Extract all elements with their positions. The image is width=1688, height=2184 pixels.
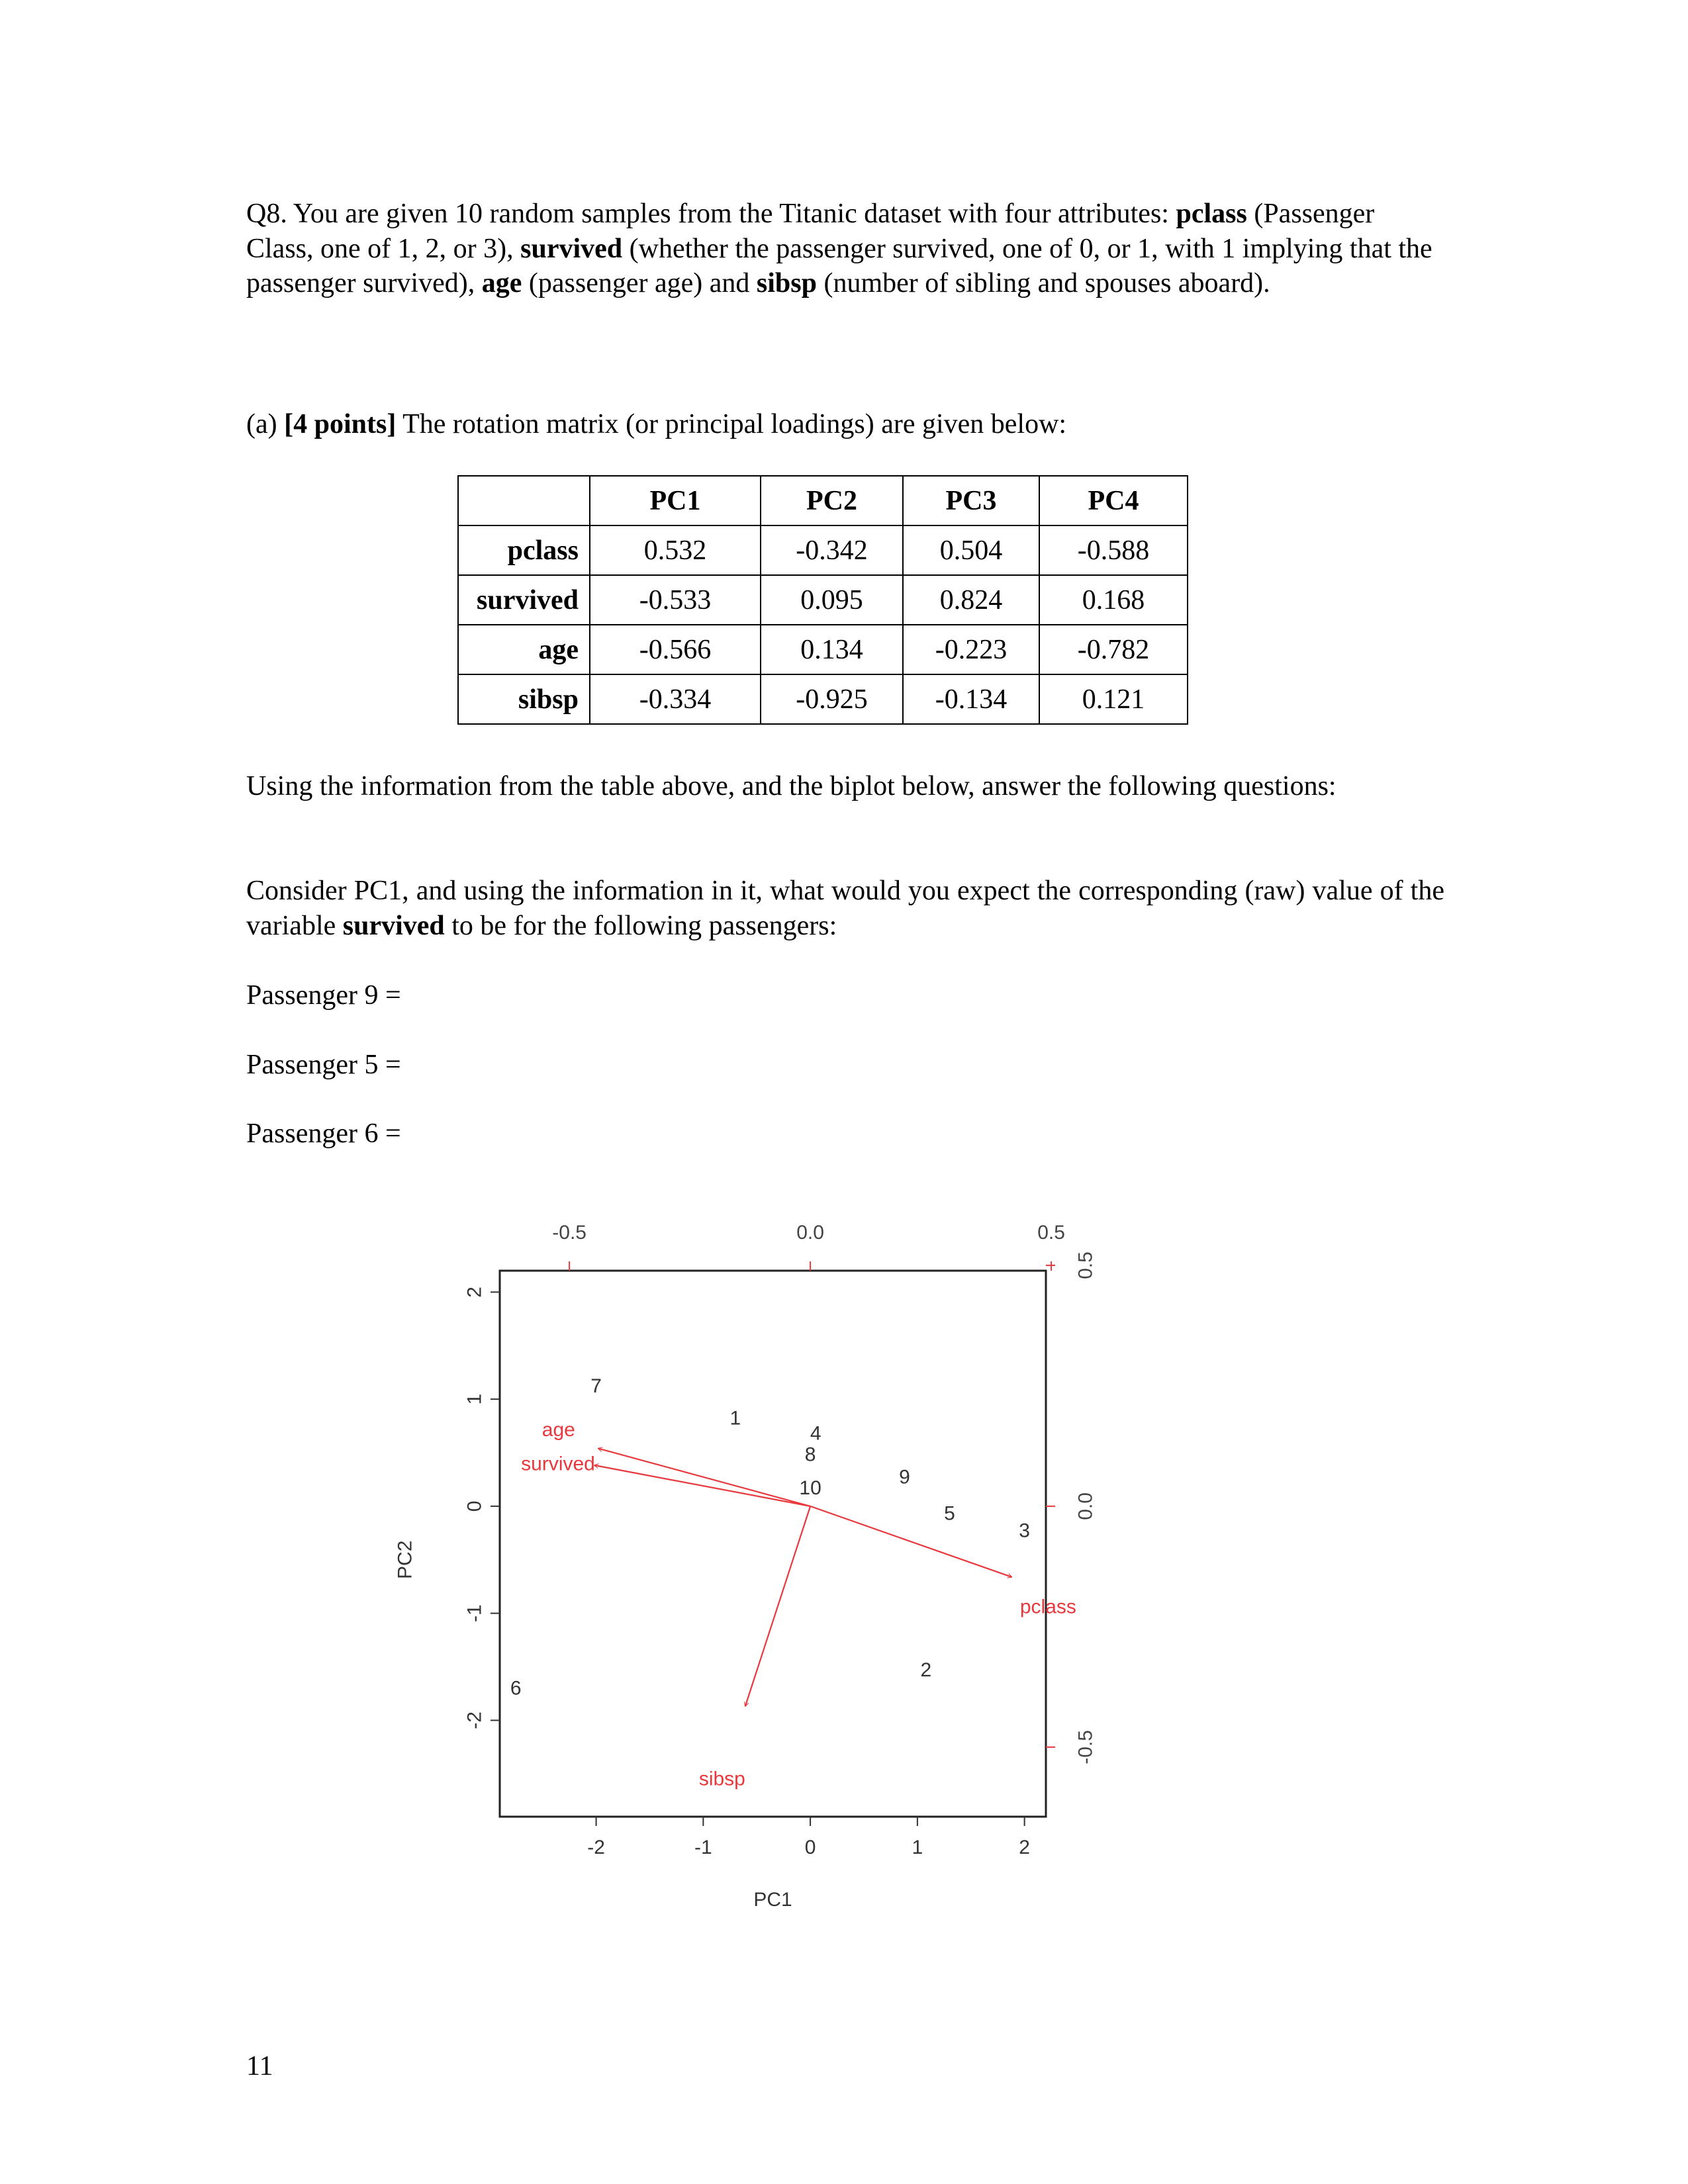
right-tick-label: 0.0 [1074,1492,1097,1520]
top-tick-label: 0.5 [1037,1222,1065,1244]
right-tick-label: -0.5 [1074,1730,1097,1764]
x-tick-label: -1 [694,1837,712,1858]
loading-label-age: age [541,1419,575,1441]
point-3: 3 [1019,1520,1030,1542]
table-row [458,575,1188,625]
table-header-row [458,476,1188,525]
table-cell: -0.588 [1039,525,1188,575]
consider-question-text: Consider PC1, and using the information in it, what would you expect the corresponding (raw) value of the variable survived to be for the following passengers: [246,876,1444,941]
loading-arrow-survived [594,1465,810,1506]
loading-arrow-pclass [810,1506,1011,1577]
table-cell: 0.532 [590,525,761,575]
table-header-cell: PC1 [590,476,761,525]
point-2: 2 [920,1659,932,1681]
point-1: 1 [729,1407,741,1430]
row-label: survived [458,575,590,625]
loading-label-survived: survived [521,1453,595,1475]
passenger-9-prompt: Passenger 9 = [246,980,401,1011]
rotation-matrix-table [457,475,1188,725]
loading-arrow-sibsp [745,1506,810,1706]
loading-label-pclass: pclass [1019,1596,1076,1618]
right-tick-label: 0.5 [1074,1251,1097,1279]
point-10: 10 [799,1477,821,1499]
y-tick-label: -2 [463,1711,486,1729]
table-cell: -0.782 [1039,625,1188,674]
x-axis-label: PC1 [753,1889,792,1911]
row-label: sibsp [458,674,590,724]
table-row [458,625,1188,674]
table-cell: -0.342 [761,525,903,575]
y-axis-label: PC2 [394,1540,416,1579]
table-header-cell: PC4 [1039,476,1188,525]
x-tick-label: 0 [804,1837,816,1858]
x-tick-label: 1 [912,1837,923,1858]
page-number: 11 [246,2051,273,2081]
point-6: 6 [510,1677,522,1700]
table-cell: 0.824 [903,575,1039,625]
question-text: Q8. You are given 10 random samples from the Titanic dataset with four attributes: pclass (Passenger Class, one of 1, 2, or 3), survived (whether the passenger survived, one of 0, or 1, with 1 implying that the passenger survived), age (passenger age) and sibsp (number of sibling and spouses aboard). [246,199,1432,298]
table-header-cell [458,476,590,525]
point-4: 4 [810,1422,821,1445]
point-7: 7 [590,1375,602,1398]
table-cell: -0.925 [761,674,903,724]
table-cell: 0.121 [1039,674,1188,724]
table-row [458,674,1188,724]
pca-biplot [371,1205,1165,1946]
table-header-cell: PC2 [761,476,903,525]
row-label: age [458,625,590,674]
table-header-cell: PC3 [903,476,1039,525]
x-tick-label: 2 [1019,1837,1030,1858]
top-tick-label: -0.5 [552,1222,586,1244]
y-tick-label: 0 [463,1500,486,1512]
top-tick-label: 0.0 [796,1222,824,1244]
table-row [458,525,1188,575]
table-cell: 0.134 [761,625,903,674]
instructions-text: Using the information from the table above, and the biplot below, answer the following questions: [246,771,1336,801]
point-5: 5 [944,1502,955,1525]
loading-arrow-age [598,1449,810,1506]
y-tick-label: -1 [463,1604,486,1622]
table-cell: 0.095 [761,575,903,625]
passenger-6-prompt: Passenger 6 = [246,1118,401,1149]
table-cell: -0.334 [590,674,761,724]
x-tick-label: -2 [587,1837,605,1858]
point-9: 9 [899,1466,910,1488]
y-tick-label: 2 [463,1287,486,1298]
table-cell: -0.533 [590,575,761,625]
y-tick-label: 1 [463,1393,486,1405]
table-cell: 0.168 [1039,575,1188,625]
table-cell: 0.504 [903,525,1039,575]
table-cell: -0.134 [903,674,1039,724]
plot-frame [500,1271,1046,1817]
row-label: pclass [458,525,590,575]
point-8: 8 [804,1443,816,1466]
loading-label-sibsp: sibsp [698,1768,745,1790]
passenger-5-prompt: Passenger 5 = [246,1050,401,1080]
part-a-heading: (a) [4 points] The rotation matrix (or principal loadings) are given below: [246,409,1067,439]
table-cell: -0.223 [903,625,1039,674]
table-cell: -0.566 [590,625,761,674]
